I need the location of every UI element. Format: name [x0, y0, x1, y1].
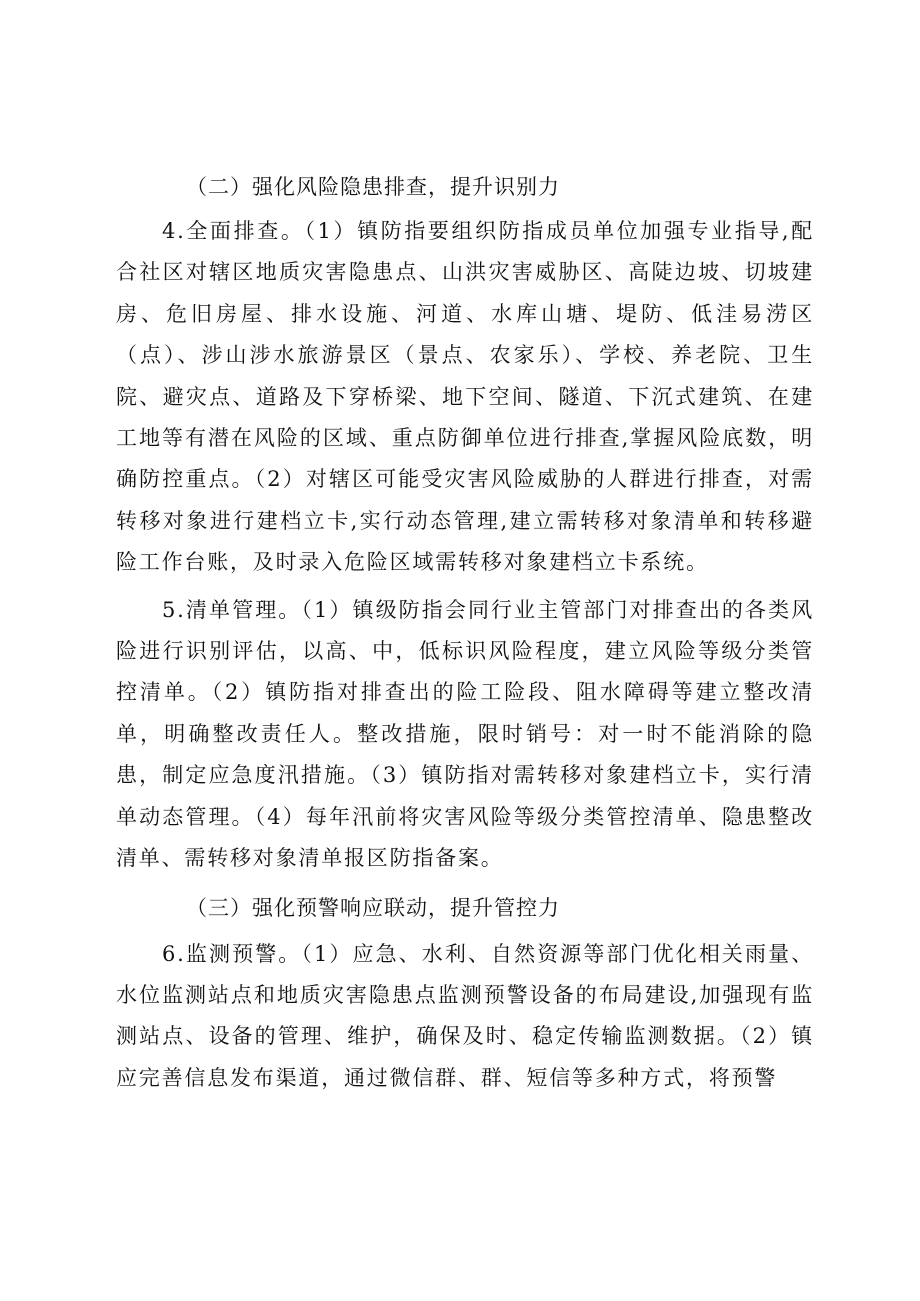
- section-heading-2: （二）强化风险隐患排查，提升识别力: [186, 175, 560, 199]
- document-body: [116, 163, 814, 1099]
- paragraph-6-monitoring-warning: 6.监测预警。（1）应急、水利、自然资源等部门优化相关雨量、水位监测站点和地质灾害隐患点监测预警设备的布局建设,加强现有监测站点、设备的管理、维护，确保及时、稳定传输监测数据。（2）镇应完善信息发布渠道，通过微信群、群、短信等多种方式，将预警: [116, 941, 814, 1090]
- paragraph-5-list-management: 5.清单管理。（1）镇级防指会同行业主管部门对排查出的各类风险进行识别评估，以高、中，低标识风险程度，建立风险等级分类管控清单。（2）镇防指对排查出的险工险段、阻水障碍等建立整改清单，明确整改责任人。整改措施，限时销号：对一时不能消除的隐患，制定应急度汛措施。（3）镇防指对需转移对象建档立卡，实行清单动态管理。（4）每年汛前将灾害风险等级分类管控清单、隐患整改清单、需转移对象清单报区防指备案。: [116, 597, 814, 871]
- paragraph-4-comprehensive-inspection: 4.全面排查。（1）镇防指要组织防指成员单位加强专业指导,配合社区对辖区地质灾害隐患点、山洪灾害威胁区、高陡边坡、切坡建房、危旧房屋、排水设施、河道、水库山塘、堤防、低洼易涝区（点）、涉山涉水旅游景区（景点、农家乐）、学校、养老院、卫生院、避灾点、道路及下穿桥梁、地下空间、隧道、下沉式建筑、在建工地等有潜在风险的区域、重点防御单位进行排查,掌握风险底数，明确防控重点。（2）对辖区可能受灾害风险威胁的人群进行排查，对需转移对象进行建档立卡,实行动态管理,建立需转移对象清单和转移避险工作台账，及时录入危险区域需转移对象建档立卡系统。: [116, 219, 814, 575]
- section-heading-3: （三）强化预警响应联动，提升管控力: [186, 895, 560, 920]
